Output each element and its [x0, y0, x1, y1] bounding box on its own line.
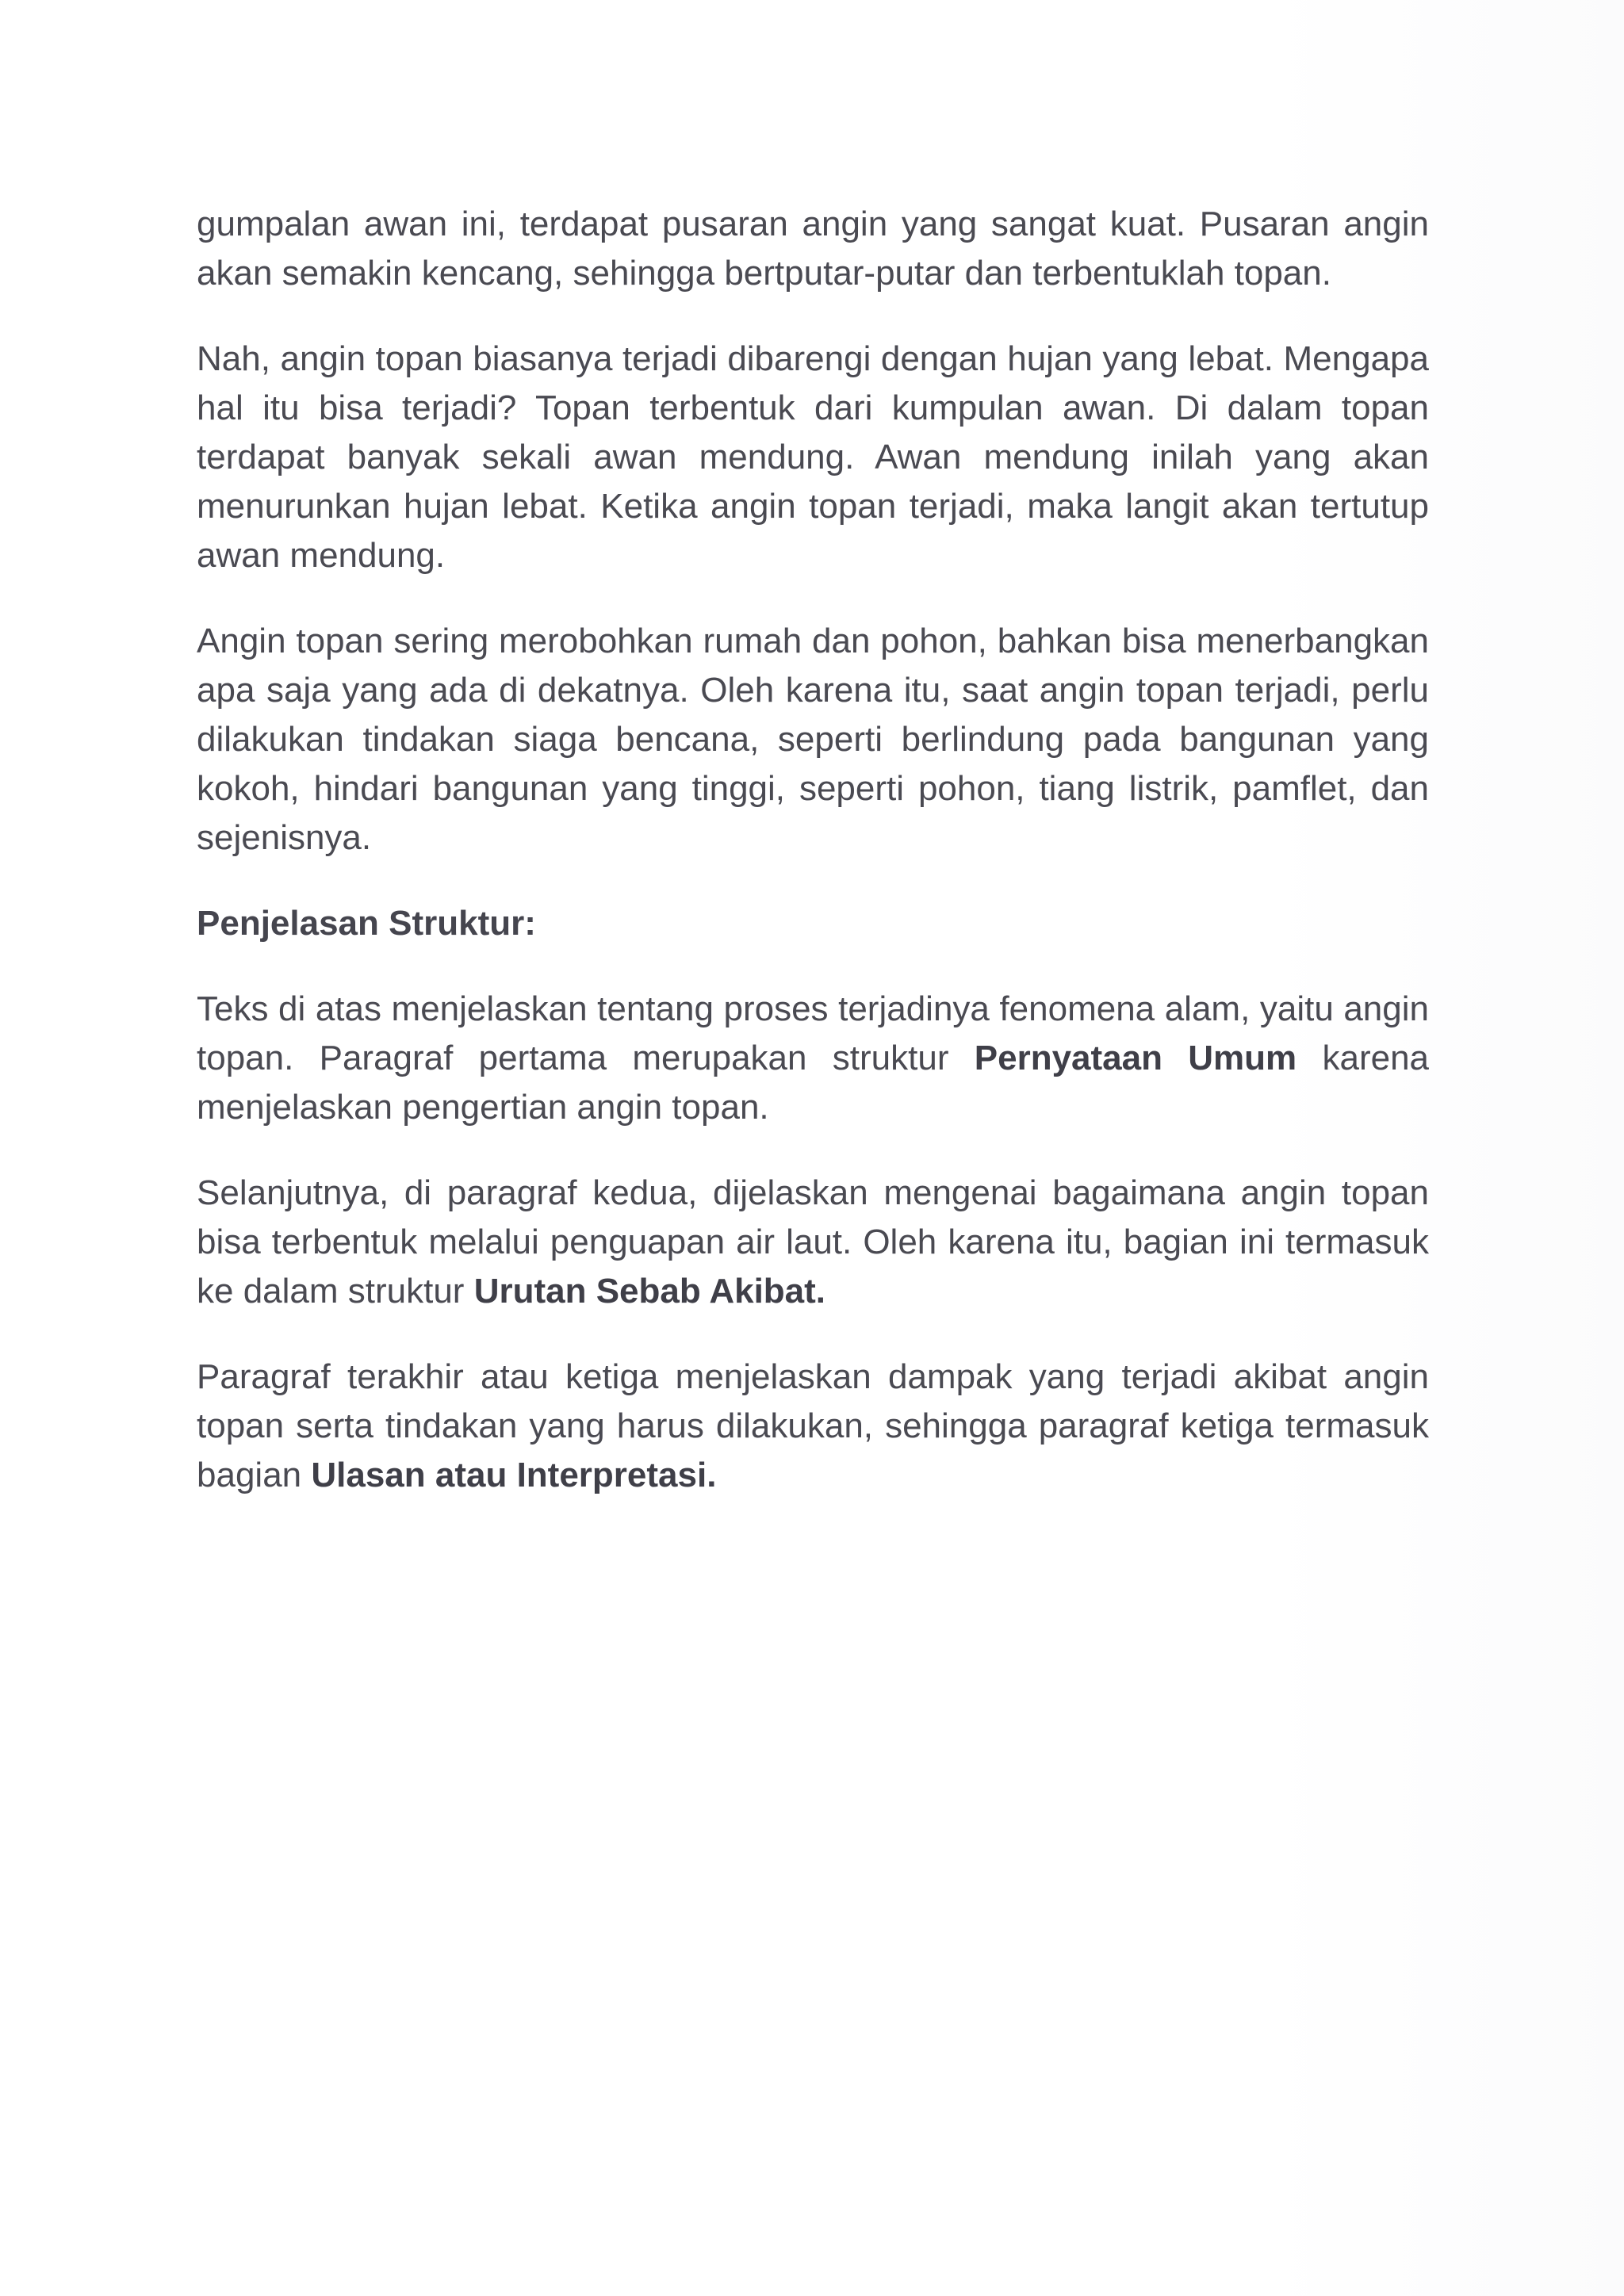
explanation-2-text-before: Selanjutnya, di paragraf kedua, dijelaskan mengenai bagaimana angin topan bisa terbentuk melalui penguapan air laut. Oleh karena itu, bagian ini termasuk ke dalam struktur — [197, 1173, 1429, 1311]
body-paragraph-3: Angin topan sering merobohkan rumah dan pohon, bahkan bisa menerbangkan apa saja yang ada di dekatnya. Oleh karena itu, saat angin topan terjadi, perlu dilakukan tindakan siaga bencana, seperti berlindung pada bangunan yang kokoh, hindari bangunan yang tinggi, seperti pohon, tiang listrik, pamflet, dan sejenisnya. — [197, 622, 1429, 857]
explanation-1-text-after: karena menjelaskan pengertian angin topan. — [197, 1039, 1430, 1127]
section-heading: Penjelasan Struktur: — [197, 904, 536, 943]
explanation-3-text-before: Paragraf terakhir atau ketiga menjelaskan dampak yang terjadi akibat angin topan serta tindakan yang harus dilakukan, sehingga paragraf ketiga termasuk bagian — [197, 1357, 1429, 1494]
body-paragraph-1: gumpalan awan ini, terdapat pusaran angin yang sangat kuat. Pusaran angin akan semakin kencang, sehingga bertputar-putar dan terbentuklah topan. — [197, 205, 1429, 293]
explanation-paragraph-1 — [197, 985, 1429, 1132]
explanation-3-bold-term: Ulasan atau Interpretasi. — [311, 1456, 717, 1494]
explanation-1-text-before: Teks di atas menjelaskan tentang proses terjadinya fenomena alam, yaitu angin topan. Paragraf pertama merupakan struktur — [197, 989, 1429, 1077]
document-body — [197, 200, 1429, 1536]
explanation-paragraph-2 — [197, 1169, 1429, 1316]
body-paragraph-2: Nah, angin topan biasanya terjadi dibarengi dengan hujan yang lebat. Mengapa hal itu bisa terjadi? Topan terbentuk dari kumpulan awan. Di dalam topan terdapat banyak sekali awan mendung. Awan mendung inilah yang akan menurunkan hujan lebat. Ketika angin topan terjadi, maka langit akan tertutup awan mendung. — [197, 339, 1429, 575]
explanation-1-bold-term: Pernyataan Umum — [974, 1039, 1297, 1077]
explanation-2-bold-term: Urutan Sebab Akibat. — [473, 1272, 826, 1311]
explanation-paragraph-3 — [197, 1353, 1429, 1500]
